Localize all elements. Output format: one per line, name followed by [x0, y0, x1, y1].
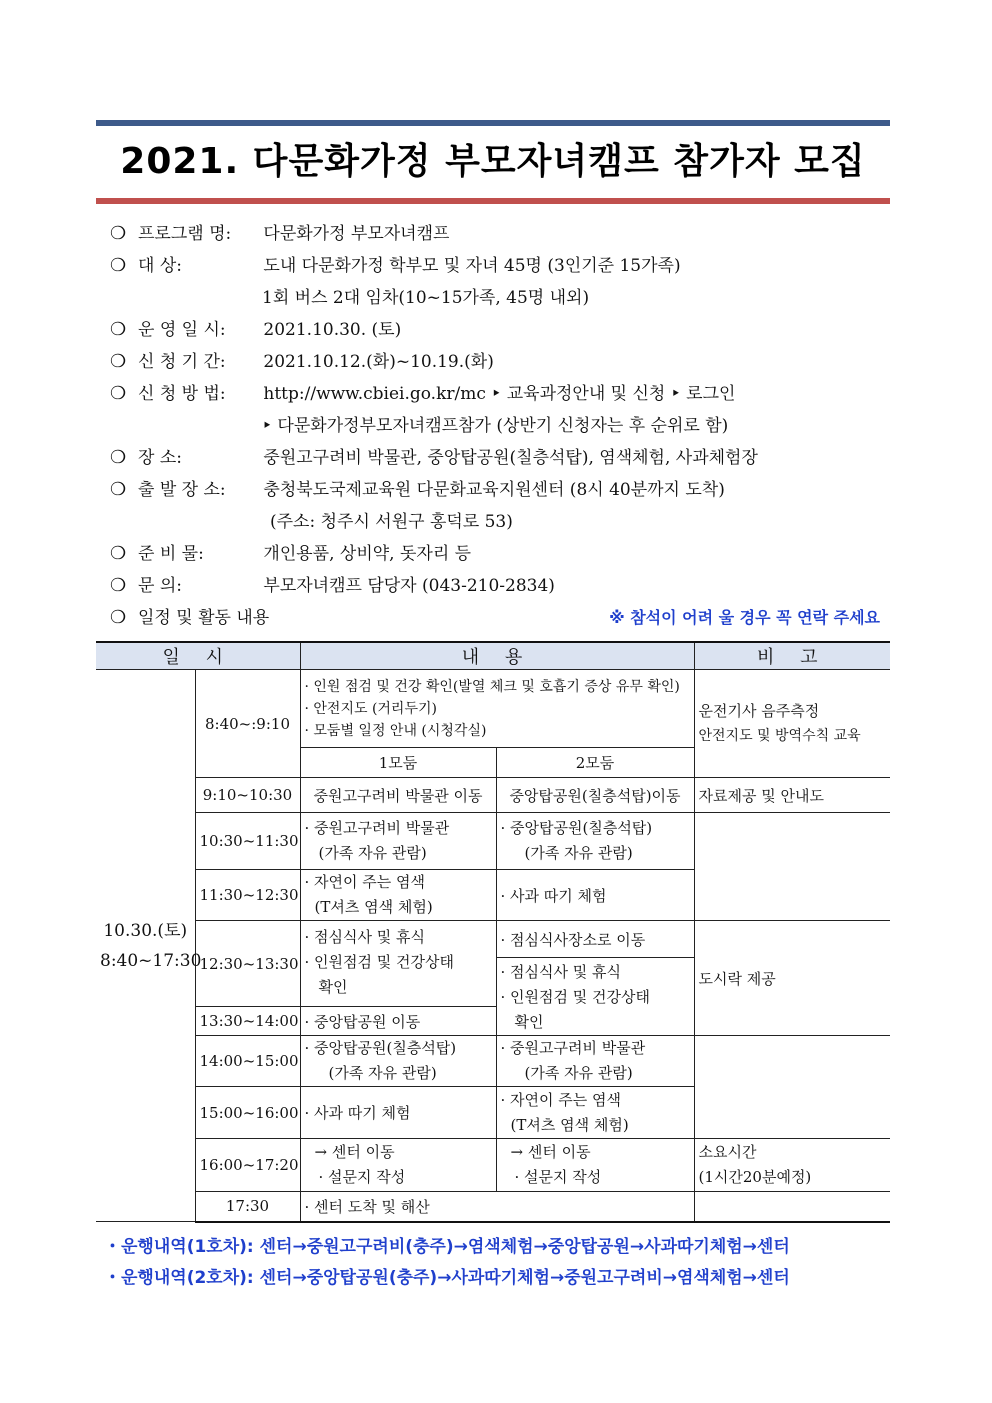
group1-cell: [300, 1139, 496, 1192]
content-line: 확인: [514, 1013, 544, 1031]
info-apply-method-cont: ‣ 다문화가정부모자녀캠프참가 (상반기 신청자는 후 순위로 함): [262, 416, 729, 436]
info-label: 일정 및 활동 내용: [138, 608, 270, 628]
info-value: 개인용품, 상비약, 돗자리 등: [263, 544, 472, 564]
info-value: 2021.10.12.(화)~10.19.(화): [263, 352, 494, 372]
circle-bullet-icon: ❍: [110, 383, 127, 404]
content-line: · 안전지도 (거리두기): [304, 700, 437, 717]
note-cell-empty: [694, 1192, 890, 1222]
info-value: 충청북도국제교육원 다문화교육지원센터 (8시 40분까지 도착): [263, 480, 725, 500]
time-cell: 9:10~10:30: [195, 778, 300, 813]
group2-cell: [496, 1036, 694, 1087]
circle-bullet-icon: ❍: [110, 319, 127, 340]
note-cell-empty: [694, 813, 890, 921]
info-label: 출 발 장 소:: [138, 480, 226, 500]
table-header-row: [96, 642, 890, 670]
content-line: · 점심식사 및 휴식: [500, 963, 622, 981]
info-target: [110, 250, 890, 282]
info-label: 문 의:: [138, 576, 182, 596]
table-row: [96, 813, 890, 870]
circle-bullet-icon: ❍: [110, 223, 127, 244]
note-line: 안전지도 및 방역수칙 교육: [698, 727, 861, 744]
info-departure: [110, 474, 890, 506]
schedule-table: [96, 641, 890, 1223]
group1-label: 1모둠: [300, 748, 496, 778]
time-cell: 15:00~16:00: [195, 1087, 300, 1139]
group2-cell: · 점심식사장소로 이동: [496, 921, 694, 958]
content-line: · 자연이 주는 염색: [304, 873, 426, 891]
circle-bullet-icon: ❍: [110, 351, 127, 372]
info-departure-cont: (주소: 청주시 서원구 홍덕로 53): [270, 512, 513, 532]
group2-label: 2모둠: [496, 748, 694, 778]
notice-text: ※ 참석이 어려 울 경우 꼭 연락 주세요: [609, 608, 880, 627]
header-note: 비 고: [694, 642, 890, 670]
table-row: [96, 1139, 890, 1192]
time-cell: 10:30~11:30: [195, 813, 300, 870]
table-row: [96, 1192, 890, 1222]
date-text: 10.30.(토): [103, 920, 188, 941]
content-line: · 중원고구려비 박물관: [304, 819, 450, 837]
content-line: · 점심식사 및 휴식: [304, 928, 426, 946]
group1-cell: · 중앙탑공원 이동: [300, 1007, 496, 1036]
note-line: 운전기사 음주측정: [698, 701, 820, 720]
circle-bullet-icon: ❍: [110, 607, 127, 628]
content-line: (가족 자유 관람): [328, 1064, 437, 1082]
info-value: 도내 다문화가정 학부모 및 자녀 45명 (3인기준 15가족): [263, 256, 681, 276]
info-prepare: [110, 538, 890, 570]
table-row: [96, 670, 890, 748]
title-block: [96, 120, 890, 204]
info-label: 프로그램 명:: [138, 224, 232, 244]
note-line: (1시간20분예정): [698, 1168, 812, 1186]
note-cell: 자료제공 및 안내도: [694, 778, 890, 813]
content-line: → 센터 이동: [510, 1143, 591, 1161]
circle-bullet-icon: ❍: [110, 543, 127, 564]
time-cell: 12:30~13:30: [195, 921, 300, 1007]
group2-cell: [496, 813, 694, 870]
info-label: 운 영 일 시:: [138, 320, 226, 340]
info-value: 2021.10.30. (토): [263, 320, 402, 340]
content-line: · 인원점검 및 건강상태: [304, 953, 454, 971]
apply-link[interactable]: http://www.cbiei.go.kr/mc ‣ 교육과정안내 및 신청 ‣ 로그인: [263, 384, 736, 404]
content-line: (가족 자유 관람): [524, 844, 633, 862]
note-cell-empty: [694, 1036, 890, 1139]
circle-bullet-icon: ❍: [110, 575, 127, 596]
date-time-text: 8:40~17:30: [100, 950, 202, 971]
content-line: (T셔츠 염색 체험): [314, 898, 433, 916]
note-cell: [694, 670, 890, 778]
info-apply-method: [110, 378, 890, 410]
content-line: → 센터 이동: [314, 1143, 395, 1161]
circle-bullet-icon: ❍: [110, 255, 127, 276]
time-cell: 8:40~:9:10: [195, 670, 300, 778]
content-line: · 설문지 작성: [318, 1168, 406, 1186]
content-line: · 모둠별 일정 안내 (시청각실): [304, 722, 487, 739]
note-cell: 도시락 제공: [694, 921, 890, 1036]
title-bottom-bar: [96, 198, 890, 204]
content-line: (가족 자유 관람): [318, 844, 427, 862]
info-program: [110, 218, 890, 250]
content-line: · 설문지 작성: [514, 1168, 602, 1186]
info-value: 중원고구려비 박물관, 중앙탑공원(칠층석탑), 염색체험, 사과체험장: [263, 448, 758, 468]
content-line: · 중원고구려비 박물관: [500, 1039, 646, 1057]
group2-cell: · 사과 따기 체험: [496, 870, 694, 921]
group1-cell: · 사과 따기 체험: [300, 1087, 496, 1139]
group2-cell: [496, 1139, 694, 1192]
circle-bullet-icon: ❍: [110, 447, 127, 468]
header-date: 일 시: [96, 642, 300, 670]
content-cell: · 센터 도착 및 해산: [300, 1192, 694, 1222]
info-label: 준 비 물:: [138, 544, 204, 564]
time-cell: 16:00~17:20: [195, 1139, 300, 1192]
note-cell: [694, 1139, 890, 1192]
group2-cell: [496, 1087, 694, 1139]
group1-cell: 중원고구려비 박물관 이동: [300, 778, 496, 813]
note-line: 소요시간: [698, 1143, 757, 1161]
info-label: 신 청 방 법:: [138, 384, 226, 404]
info-label: 대 상:: [138, 256, 182, 276]
time-cell: 14:00~15:00: [195, 1036, 300, 1087]
group1-cell: [300, 813, 496, 870]
content-line: (T셔츠 염색 체험): [510, 1115, 629, 1134]
content-cell: [300, 670, 694, 748]
info-date: [110, 314, 890, 346]
header-content: 내 용: [300, 642, 694, 670]
content-line: 확인: [318, 978, 348, 996]
route-bus-2: ・운행내역(2호차): 센터→중앙탑공원(충주)→사과따기체험→중원고구려비→염색체험→센터: [104, 1268, 790, 1288]
content-line: · 중앙탑공원(칠층석탑): [304, 1039, 457, 1057]
table-row: [96, 1036, 890, 1087]
content-line: (가족 자유 관람): [524, 1064, 633, 1082]
info-target-cont: 1회 버스 2대 임차(10~15가족, 45명 내외): [262, 288, 590, 308]
info-label: 신 청 기 간:: [138, 352, 226, 372]
info-schedule-heading: [110, 602, 890, 634]
content-line: · 인원점검 및 건강상태: [500, 988, 650, 1006]
group1-cell: [300, 870, 496, 921]
route-bus-1: ・운행내역(1호차): 센터→중원고구려비(충주)→염색체험→중앙탑공원→사과따기체험→센터: [104, 1237, 790, 1257]
info-list: [110, 218, 890, 634]
time-cell: 17:30: [195, 1192, 300, 1222]
page-title: 2021. 다문화가정 부모자녀캠프 참가자 모집: [120, 141, 866, 182]
table-row: [96, 778, 890, 813]
group2-cell: 중앙탑공원(칠층석탑)이동: [496, 778, 694, 813]
group1-cell: [300, 921, 496, 1007]
group2-cell: [496, 958, 694, 1036]
content-line: · 자연이 주는 염색: [500, 1090, 622, 1109]
date-cell: [96, 670, 202, 1222]
route-list: [104, 1232, 904, 1294]
info-contact: [110, 570, 890, 602]
info-place: [110, 442, 890, 474]
time-cell: 11:30~12:30: [195, 870, 300, 921]
table-row: [96, 921, 890, 958]
info-label: 장 소:: [138, 448, 182, 468]
time-cell: 13:30~14:00: [195, 1007, 300, 1036]
info-value: 부모자녀캠프 담당자 (043-210-2834): [263, 576, 555, 596]
info-apply-period: [110, 346, 890, 378]
group1-cell: [300, 1036, 496, 1087]
content-line: · 인원 점검 및 건강 확인(발열 체크 및 호흡기 증상 유무 확인): [304, 678, 680, 695]
info-value: 다문화가정 부모자녀캠프: [263, 224, 450, 244]
circle-bullet-icon: ❍: [110, 479, 127, 500]
content-line: · 중앙탑공원(칠층석탑): [500, 819, 653, 837]
